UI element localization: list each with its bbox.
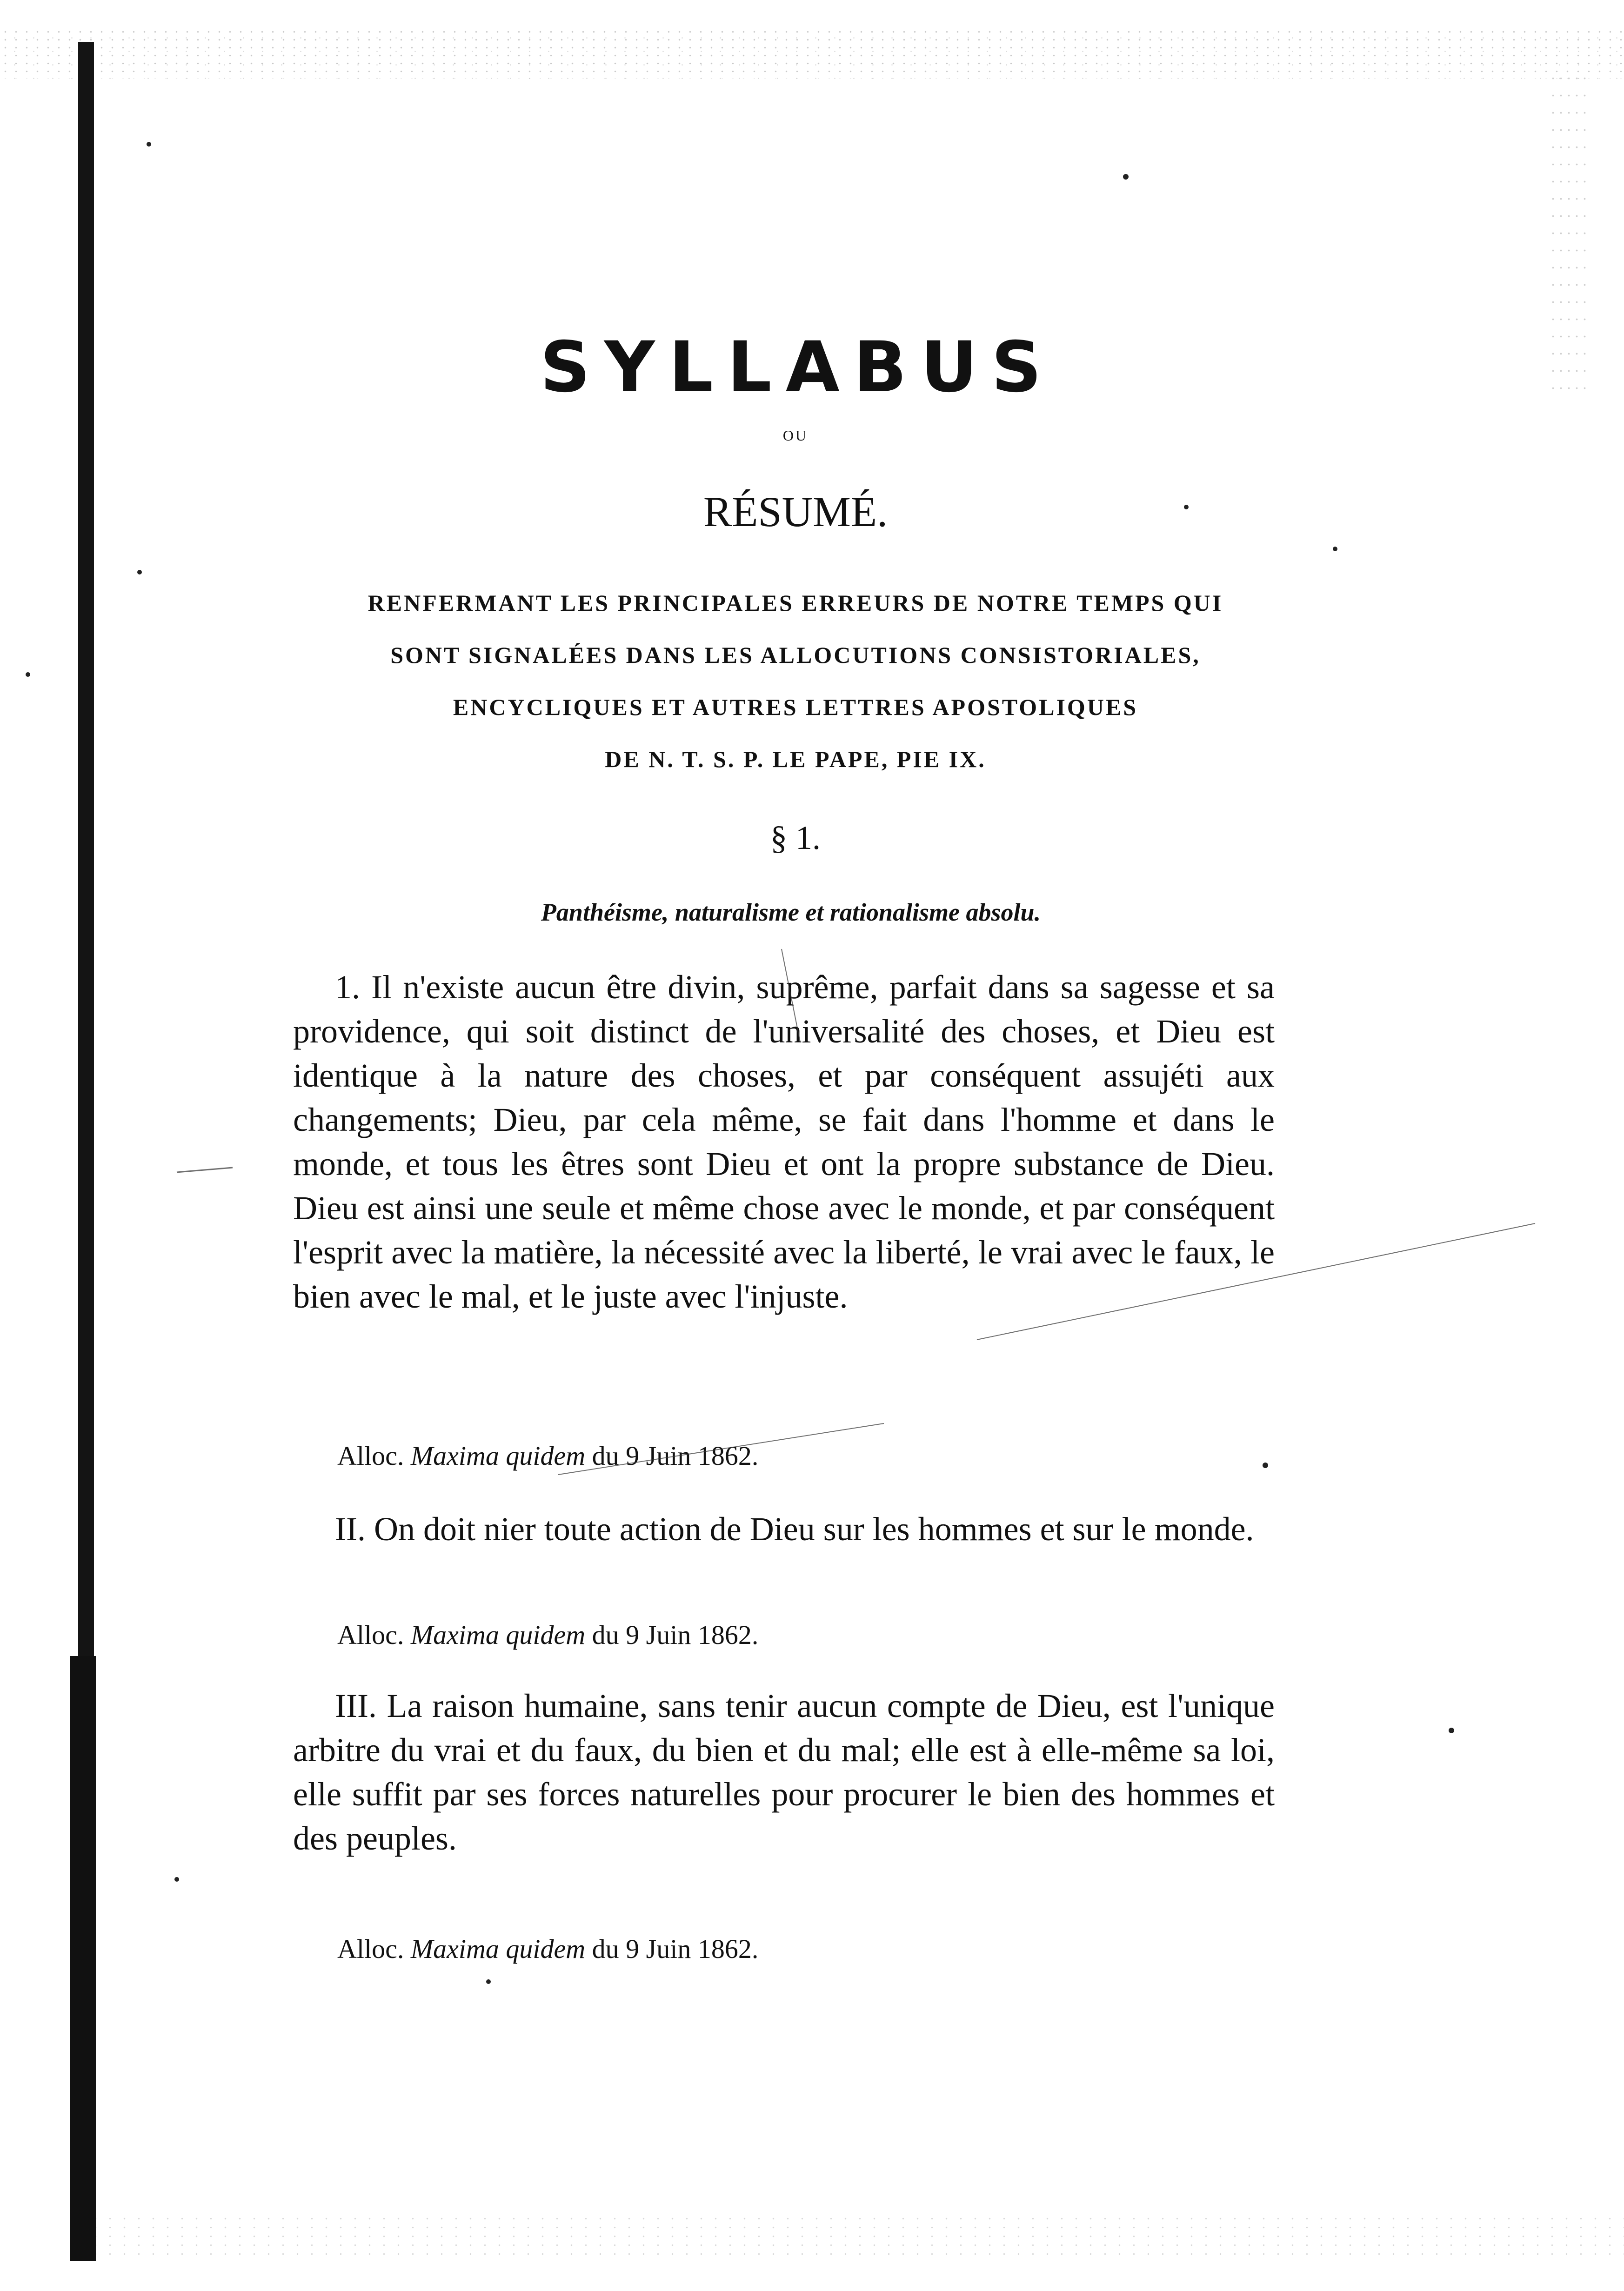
article-1: 1. Il n'existe aucun être divin, suprême, parfait dans sa sagesse et sa providence, qui soit distinct de l'universalité des choses, et Dieu est identique à la nature des choses, et par conséquent assujéti aux changements; Dieu, par cela même, se fait dans l'homme et dans le monde, et tous les êtres sont Dieu et ont la propre substance de Dieu. Dieu est ainsi une seule et même chose avec le monde, et par conséquent l'esprit avec la matière, la nécessité avec la liberté, le vrai avec le faux, le bien avec le mal, et le juste avec l'injuste. [293, 968, 1275, 1315]
page-top-edge [0, 28, 1624, 79]
page-right-edge [1549, 70, 1586, 395]
citation-2 [337, 1616, 758, 1654]
document-title: SYLLABUS [540, 327, 1056, 408]
citation-work: Maxima quidem [410, 1934, 586, 1964]
section-heading: Panthéisme, naturalisme et rationalisme absolu. [541, 898, 1041, 926]
title-connector: ou [782, 421, 809, 445]
scan-speck [137, 570, 142, 574]
section-number: § 1. [770, 819, 821, 856]
citation-date: du 9 Juin 1862. [592, 1620, 759, 1650]
citation-prefix: Alloc. [337, 1620, 404, 1650]
subtitle-line: SONT SIGNALÉES DANS LES ALLOCUTIONS CONSISTORIALES, [390, 642, 1201, 668]
pencil-mark [177, 1168, 233, 1172]
scan-speck [1333, 547, 1337, 551]
scan-speck [1184, 505, 1189, 509]
scan-speck [174, 1877, 179, 1882]
subtitle-line: RENFERMANT LES PRINCIPALES ERREURS DE NOTRE TEMPS QUI [368, 590, 1223, 616]
scan-speck [147, 142, 151, 147]
citation-1 [337, 1437, 758, 1475]
citation-date: du 9 Juin 1862. [592, 1934, 759, 1964]
scan-speck [1123, 174, 1129, 180]
article-2: II. On doit nier toute action de Dieu sur les hommes et sur le monde. [335, 1510, 1254, 1548]
citation-work: Maxima quidem [410, 1441, 586, 1471]
document-subtitle [261, 577, 1330, 785]
citation-prefix: Alloc. [337, 1441, 404, 1471]
citation-prefix: Alloc. [337, 1934, 404, 1964]
citation-work: Maxima quidem [410, 1620, 586, 1650]
citation-date: du 9 Juin 1862. [592, 1441, 759, 1471]
citation-3 [337, 1930, 758, 1968]
subtitle-line: ENCYCLIQUES ET AUTRES LETTRES APOSTOLIQUES [453, 694, 1138, 720]
scan-speck [26, 672, 30, 677]
page-bottom-edge [88, 2214, 1624, 2261]
scan-speck [486, 1979, 491, 1984]
binding-shadow [70, 1656, 96, 2261]
subtitle-line: DE N. T. S. P. LE PAPE, PIE IX. [605, 746, 986, 772]
scan-speck [1263, 1463, 1268, 1468]
document-subtitle-main: RÉSUMÉ. [703, 488, 888, 535]
scan-speck [1449, 1728, 1454, 1733]
article-3: III. La raison humaine, sans tenir aucun compte de Dieu, est l'unique arbitre du vrai et du faux, du bien et du mal; elle est à elle-même sa loi, elle suffit par ses forces naturelles pour procurer le bien des hommes et des peuples. [293, 1687, 1275, 1857]
